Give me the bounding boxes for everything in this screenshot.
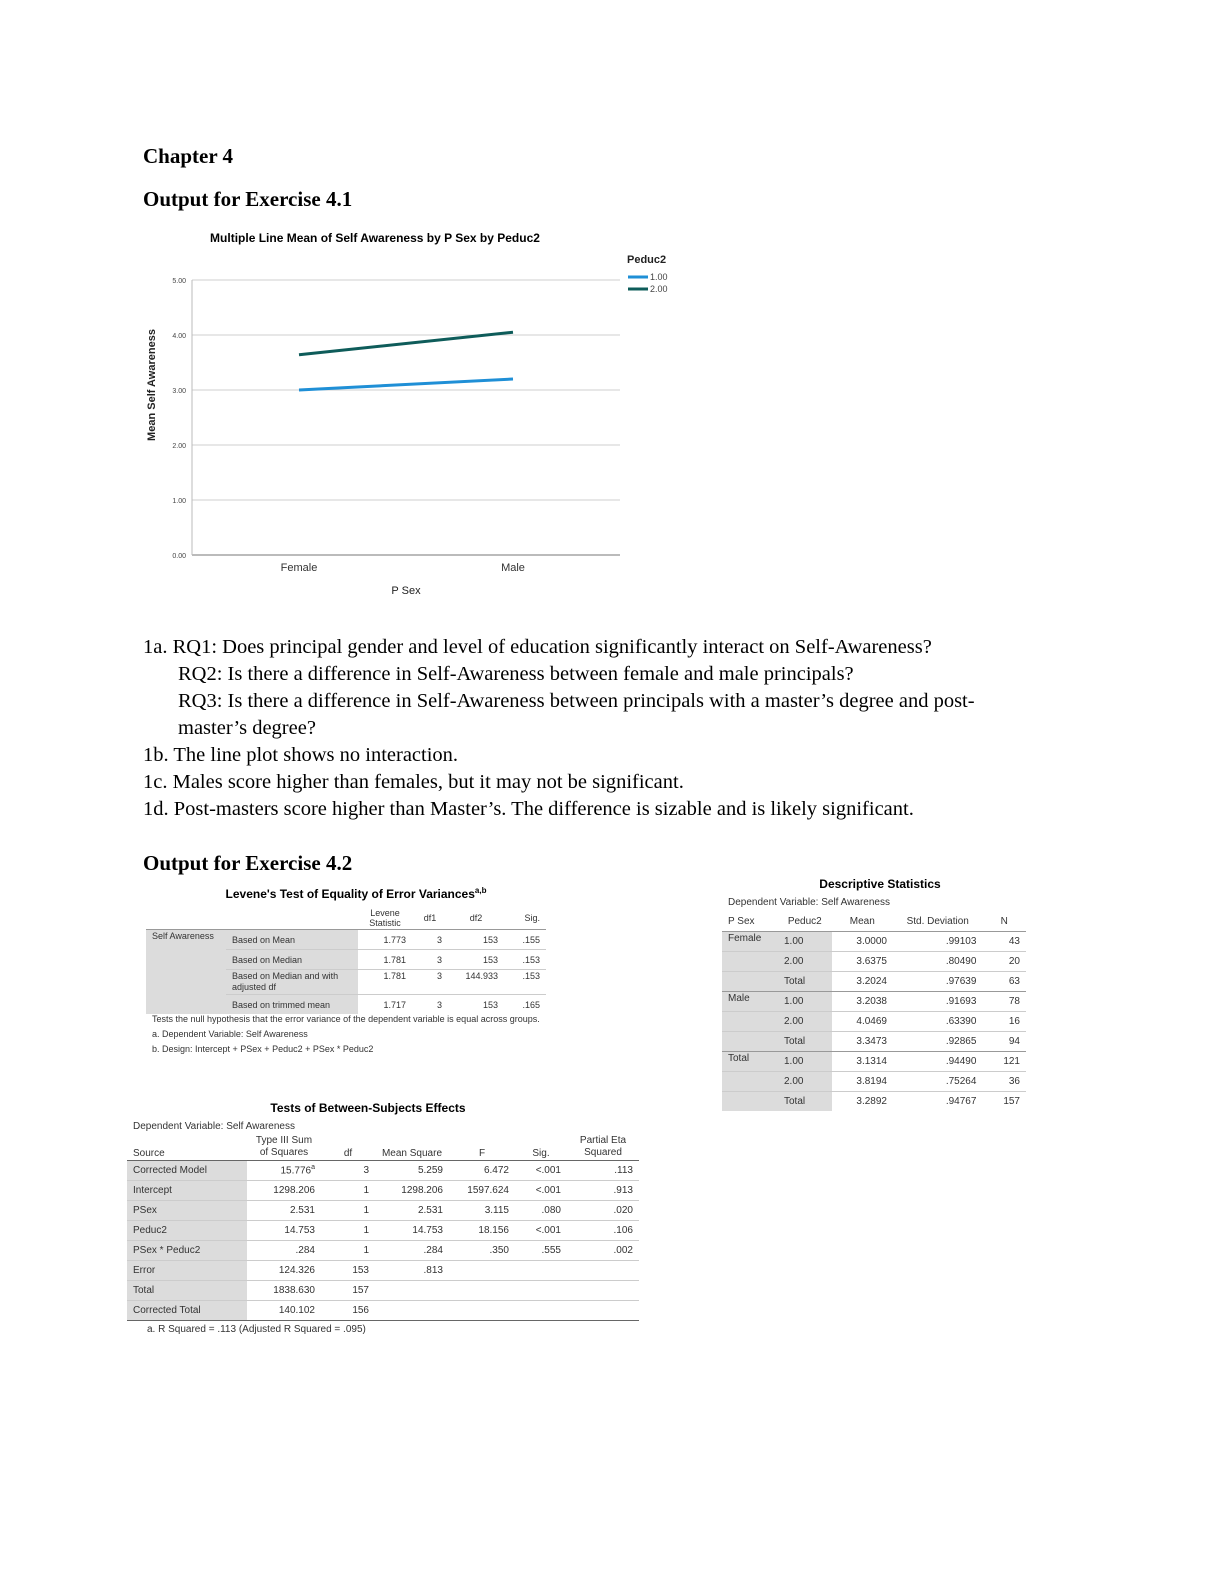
desc-row <box>722 1092 1026 1112</box>
bse-col-head: F <box>478 1148 486 1159</box>
x-tick-label: Female <box>280 562 318 574</box>
levene-row-label: Based on Median <box>226 950 358 970</box>
levene-cell: .153 <box>522 971 540 981</box>
bse-cell <box>567 1301 639 1321</box>
levene-table-block <box>146 886 586 1054</box>
bse-cell <box>515 1261 567 1281</box>
levene-cell: .153 <box>522 954 540 965</box>
levene-note-a: a. Dependent Variable: Self Awareness <box>152 1029 308 1039</box>
desc-cell: 4.0469 <box>856 1016 887 1027</box>
bse-cell: .813 <box>423 1265 443 1276</box>
levene-cell: 3 <box>436 934 442 945</box>
bse-cell: 1 <box>363 1245 369 1256</box>
bse-source-label: Corrected Total <box>127 1301 247 1321</box>
bse-cell: 1 <box>363 1185 369 1196</box>
x-tick-label: Male <box>501 562 525 574</box>
answer-rq3: RQ3: Is there a difference in Self-Awareness between principals with a master’s degree and post- <box>178 690 975 712</box>
bse-cell: 3 <box>363 1165 369 1176</box>
levene-title-text: Levene's Test of Equality of Error Variances <box>225 887 475 901</box>
bse-cell: .080 <box>541 1205 561 1216</box>
levene-title-sup: a,b <box>474 886 487 895</box>
bse-cell: 3.115 <box>484 1205 509 1216</box>
series-line-1.00 <box>299 379 513 390</box>
bse-row <box>127 1241 639 1261</box>
desc-cell: 3.1314 <box>856 1056 887 1067</box>
bse-table <box>127 1134 639 1321</box>
desc-group-label <box>722 1072 778 1092</box>
bse-row <box>127 1201 639 1221</box>
desc-col-head: Std. Deviation <box>906 916 969 927</box>
bse-source-label: Peduc2 <box>127 1221 247 1241</box>
bse-cell-footnote: a <box>311 1164 315 1172</box>
levene-row-label: Based on trimmed mean <box>226 995 358 1015</box>
desc-cell: 94 <box>1008 1036 1020 1047</box>
line-chart <box>140 225 680 605</box>
desc-col-head: Mean <box>849 916 875 927</box>
bse-source-label: Error <box>127 1261 247 1281</box>
levene-cell: 153 <box>482 999 498 1010</box>
levene-cell: .155 <box>522 934 540 945</box>
levene-col-stat: Levene Statistic <box>369 908 401 928</box>
levene-row-label: Based on Median and with adjusted df <box>226 970 358 995</box>
bse-col-head: Mean Square <box>381 1148 443 1159</box>
bse-cell <box>449 1281 515 1301</box>
desc-col-head: N <box>1000 916 1008 927</box>
desc-group-label <box>722 1092 778 1112</box>
bse-cell: .113 <box>614 1165 633 1176</box>
bse-source-label: PSex * Peduc2 <box>127 1241 247 1261</box>
bse-row <box>127 1281 639 1301</box>
bse-cell: 1597.624 <box>467 1185 509 1196</box>
line-chart-svg <box>140 225 680 605</box>
descriptive-stats-block <box>722 877 1026 1111</box>
levene-note-b: b. Design: Intercept + PSex + Peduc2 + PSex * Peduc2 <box>152 1044 374 1054</box>
desc-group-label <box>722 972 778 992</box>
desc-col-head: Peduc2 <box>787 916 822 927</box>
desc-group-label <box>722 1032 778 1052</box>
bse-row <box>127 1221 639 1241</box>
bse-row <box>127 1161 639 1181</box>
bse-note: a. R Squared = .113 (Adjusted R Squared = .095) <box>147 1324 366 1335</box>
bse-dep: Dependent Variable: Self Awareness <box>133 1121 295 1132</box>
bse-cell: 1838.630 <box>273 1285 315 1296</box>
levene-cell: 144.933 <box>465 971 498 981</box>
bse-cell: .106 <box>613 1225 633 1236</box>
desc-subgroup-label: Total <box>778 972 832 992</box>
levene-cell: .165 <box>522 999 540 1010</box>
chart-title: Multiple Line Mean of Self Awareness by P Sex by Peduc2 <box>210 231 540 245</box>
levene-cell: 3 <box>436 971 442 981</box>
desc-cell: 3.2892 <box>856 1096 887 1107</box>
y-tick-label: 1.00 <box>172 498 186 505</box>
answer-rq3-cont: master’s degree? <box>178 717 316 739</box>
desc-row <box>722 1072 1026 1092</box>
levene-cell: 1.781 <box>383 971 406 981</box>
desc-row <box>722 932 1026 952</box>
bse-cell: .350 <box>489 1245 509 1256</box>
bse-cell: .002 <box>613 1245 633 1256</box>
desc-cell: 20 <box>1008 956 1020 967</box>
levene-cell: 1.781 <box>383 954 406 965</box>
levene-table <box>146 907 546 1014</box>
bse-cell: 1 <box>363 1225 369 1236</box>
levene-cell: 3 <box>436 999 442 1010</box>
bse-cell: 157 <box>352 1285 369 1296</box>
bse-cell: <.001 <box>535 1225 561 1236</box>
bse-row <box>127 1261 639 1281</box>
desc-cell: 3.3473 <box>856 1036 887 1047</box>
desc-cell: .63390 <box>945 1016 977 1027</box>
bse-title: Tests of Between-Subjects Effects <box>270 1101 466 1115</box>
exercise-4-2-heading: Output for Exercise 4.2 <box>143 851 353 875</box>
exercise-answers <box>143 634 1143 823</box>
desc-group-label: Total <box>722 1052 778 1072</box>
levene-col-df2: df2 <box>469 913 483 923</box>
desc-row <box>722 972 1026 992</box>
bse-col-head: Sig. <box>532 1148 550 1159</box>
bse-source-label: PSex <box>127 1201 247 1221</box>
bse-cell: 6.472 <box>483 1165 509 1176</box>
desc-cell: .80490 <box>945 956 977 967</box>
desc-cell: .94767 <box>945 1096 977 1107</box>
desc-subgroup-label: Total <box>778 1092 832 1112</box>
bse-cell <box>515 1281 567 1301</box>
bse-cell: 2.531 <box>289 1205 315 1216</box>
desc-cell: 78 <box>1008 996 1020 1007</box>
desc-cell: .92865 <box>945 1036 977 1047</box>
bse-cell <box>375 1281 449 1301</box>
desc-cell: 157 <box>1003 1096 1020 1107</box>
desc-row <box>722 992 1026 1012</box>
desc-cell: 3.6375 <box>856 956 887 967</box>
desc-subgroup-label: Total <box>778 1032 832 1052</box>
bse-cell: 14.753 <box>284 1225 315 1236</box>
bse-cell: .284 <box>295 1245 315 1256</box>
levene-cell: 1.773 <box>383 934 406 945</box>
bse-cell: .555 <box>541 1245 561 1256</box>
desc-cell: 36 <box>1008 1076 1020 1087</box>
desc-cell: .91693 <box>945 996 977 1007</box>
bse-cell <box>449 1301 515 1321</box>
desc-group-label: Female <box>722 932 778 952</box>
bse-cell: 140.102 <box>278 1305 315 1316</box>
descriptive-dep: Dependent Variable: Self Awareness <box>728 897 890 908</box>
bse-source-label: Corrected Model <box>127 1161 247 1181</box>
bse-cell: 1 <box>363 1205 369 1216</box>
bse-row <box>127 1181 639 1201</box>
desc-cell: 121 <box>1003 1056 1020 1067</box>
levene-title <box>126 886 586 901</box>
between-subjects-block <box>127 1101 639 1335</box>
bse-cell: 14.753 <box>412 1225 443 1236</box>
chapter-title: Chapter 4 <box>143 144 234 168</box>
desc-row <box>722 1052 1026 1072</box>
legend-label: 1.00 <box>650 272 668 282</box>
levene-note: Tests the null hypothesis that the error variance of the dependent variable is equal across groups. <box>152 1014 540 1024</box>
legend-title: Peduc2 <box>627 254 667 266</box>
bse-col-head: Source <box>133 1148 165 1159</box>
bse-source-label: Intercept <box>127 1181 247 1201</box>
bse-cell: <.001 <box>535 1165 561 1176</box>
bse-cell: 1298.206 <box>401 1185 443 1196</box>
bse-cell: 5.259 <box>417 1165 443 1176</box>
desc-subgroup-label: 2.00 <box>778 1012 832 1032</box>
y-tick-label: 4.00 <box>172 333 186 340</box>
bse-cell: .913 <box>613 1185 633 1196</box>
desc-cell: 63 <box>1008 976 1020 987</box>
desc-subgroup-label: 1.00 <box>778 1052 832 1072</box>
bse-cell <box>515 1301 567 1321</box>
answer-1a: 1a. RQ1: Does principal gender and level of education significantly interact on Self-Awareness? <box>143 636 932 658</box>
series-line-2.00 <box>299 332 513 355</box>
bse-cell: 1298.206 <box>273 1185 315 1196</box>
desc-col-head: P Sex <box>728 916 755 927</box>
bse-cell: 124.326 <box>278 1265 315 1276</box>
bse-cell: 153 <box>352 1265 369 1276</box>
desc-group-label: Male <box>722 992 778 1012</box>
bse-cell-value: 15.776 <box>280 1165 312 1177</box>
y-axis-label: Mean Self Awareness <box>146 329 158 441</box>
answer-1b: 1b. The line plot shows no interaction. <box>143 744 459 766</box>
desc-subgroup-label: 1.00 <box>778 992 832 1012</box>
desc-cell: .97639 <box>945 976 977 987</box>
bse-cell: .284 <box>423 1245 443 1256</box>
desc-cell: 16 <box>1008 1016 1020 1027</box>
desc-subgroup-label: 2.00 <box>778 1072 832 1092</box>
bse-row <box>127 1301 639 1321</box>
legend-label: 2.00 <box>650 284 668 294</box>
levene-row-label: Based on Mean <box>226 930 358 950</box>
x-axis-label: P Sex <box>391 585 421 597</box>
y-tick-label: 3.00 <box>172 388 186 395</box>
answer-rq2: RQ2: Is there a difference in Self-Awareness between female and male principals? <box>178 663 854 685</box>
answer-1c: 1c. Males score higher than females, but it may not be significant. <box>143 771 684 793</box>
y-tick-label: 5.00 <box>172 278 186 285</box>
exercise-4-1-heading: Output for Exercise 4.1 <box>143 187 353 211</box>
bse-cell: 156 <box>352 1305 369 1316</box>
desc-row <box>722 952 1026 972</box>
levene-cell: 1.717 <box>383 999 406 1010</box>
bse-col-head: df <box>343 1148 353 1159</box>
bse-cell: <.001 <box>535 1185 561 1196</box>
levene-var: Self Awareness <box>146 930 226 1015</box>
bse-cell <box>567 1261 639 1281</box>
desc-cell: .75264 <box>945 1076 977 1087</box>
desc-row <box>722 1012 1026 1032</box>
desc-cell: 3.2024 <box>856 976 887 987</box>
desc-cell: 3.2038 <box>856 996 887 1007</box>
bse-cell <box>375 1301 449 1321</box>
desc-cell: .99103 <box>945 936 977 947</box>
desc-subgroup-label: 1.00 <box>778 932 832 952</box>
levene-col-sig: Sig. <box>524 913 540 923</box>
desc-subgroup-label: 2.00 <box>778 952 832 972</box>
levene-col-df1: df1 <box>423 913 437 923</box>
desc-cell: 3.0000 <box>856 936 887 947</box>
answer-1d: 1d. Post-masters score higher than Master’s. The difference is sizable and is likely significant. <box>143 798 914 820</box>
descriptive-table <box>722 912 1026 1111</box>
bse-cell: 2.531 <box>417 1205 443 1216</box>
bse-cell: 18.156 <box>478 1225 509 1236</box>
bse-source-label: Total <box>127 1281 247 1301</box>
bse-cell <box>449 1261 515 1281</box>
desc-cell: 43 <box>1008 936 1020 947</box>
desc-cell: 3.8194 <box>856 1076 887 1087</box>
levene-cell: 3 <box>436 954 442 965</box>
desc-cell: .94490 <box>945 1056 977 1067</box>
y-tick-label: 2.00 <box>172 443 186 450</box>
y-tick-label: 0.00 <box>172 553 186 560</box>
bse-col-head: Type III Sum of Squares <box>255 1135 313 1158</box>
desc-row <box>722 1032 1026 1052</box>
desc-group-label <box>722 952 778 972</box>
bse-cell <box>567 1281 639 1301</box>
levene-cell: 153 <box>482 954 498 965</box>
desc-group-label <box>722 1012 778 1032</box>
descriptive-title: Descriptive Statistics <box>819 877 941 891</box>
bse-cell <box>247 1161 321 1181</box>
bse-cell: .020 <box>613 1205 633 1216</box>
bse-col-head: Partial Eta Squared <box>579 1135 627 1158</box>
levene-cell: 153 <box>482 934 498 945</box>
